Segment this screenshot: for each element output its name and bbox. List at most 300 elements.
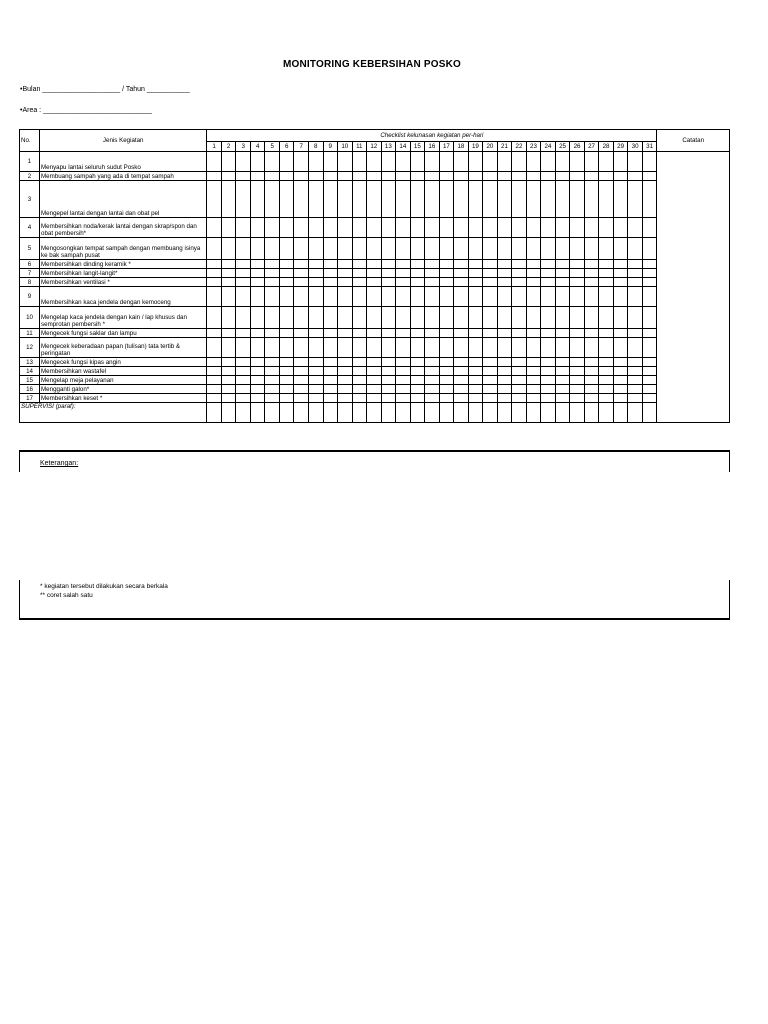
checklist-cell[interactable] xyxy=(381,358,396,367)
checklist-cell[interactable] xyxy=(613,307,628,329)
checklist-cell[interactable] xyxy=(483,278,498,287)
checklist-cell[interactable] xyxy=(207,329,222,338)
checklist-cell[interactable] xyxy=(410,260,425,269)
checklist-cell[interactable] xyxy=(207,338,222,358)
checklist-cell[interactable] xyxy=(599,358,614,367)
checklist-cell[interactable] xyxy=(381,329,396,338)
checklist-cell[interactable] xyxy=(425,358,440,367)
checklist-cell[interactable] xyxy=(323,385,338,394)
checklist-cell[interactable] xyxy=(584,269,599,278)
checklist-cell[interactable] xyxy=(570,269,585,278)
checklist-cell[interactable] xyxy=(497,367,512,376)
checklist-cell[interactable] xyxy=(468,238,483,260)
checklist-cell[interactable] xyxy=(279,329,294,338)
checklist-cell[interactable] xyxy=(236,394,251,403)
paraf-cell[interactable] xyxy=(439,403,454,423)
checklist-cell[interactable] xyxy=(425,329,440,338)
checklist-cell[interactable] xyxy=(367,287,382,307)
checklist-cell[interactable] xyxy=(642,278,657,287)
checklist-cell[interactable] xyxy=(425,181,440,218)
checklist-cell[interactable] xyxy=(439,394,454,403)
paraf-cell[interactable] xyxy=(599,403,614,423)
checklist-cell[interactable] xyxy=(294,260,309,269)
checklist-cell[interactable] xyxy=(497,307,512,329)
checklist-cell[interactable] xyxy=(454,367,469,376)
checklist-cell[interactable] xyxy=(555,152,570,172)
checklist-cell[interactable] xyxy=(468,376,483,385)
checklist-cell[interactable] xyxy=(555,367,570,376)
checklist-cell[interactable] xyxy=(642,287,657,307)
checklist-cell[interactable] xyxy=(236,269,251,278)
checklist-cell[interactable] xyxy=(410,181,425,218)
checklist-cell[interactable] xyxy=(584,278,599,287)
checklist-cell[interactable] xyxy=(468,278,483,287)
checklist-cell[interactable] xyxy=(497,260,512,269)
checklist-cell[interactable] xyxy=(236,367,251,376)
checklist-cell[interactable] xyxy=(526,307,541,329)
checklist-cell[interactable] xyxy=(570,181,585,218)
checklist-cell[interactable] xyxy=(497,287,512,307)
checklist-cell[interactable] xyxy=(483,172,498,181)
checklist-cell[interactable] xyxy=(526,385,541,394)
checklist-cell[interactable] xyxy=(265,152,280,172)
checklist-cell[interactable] xyxy=(396,152,411,172)
checklist-cell[interactable] xyxy=(265,287,280,307)
checklist-cell[interactable] xyxy=(308,376,323,385)
checklist-cell[interactable] xyxy=(555,329,570,338)
checklist-cell[interactable] xyxy=(250,394,265,403)
checklist-cell[interactable] xyxy=(613,181,628,218)
checklist-cell[interactable] xyxy=(613,329,628,338)
checklist-cell[interactable] xyxy=(279,152,294,172)
checklist-cell[interactable] xyxy=(642,385,657,394)
checklist-cell[interactable] xyxy=(381,278,396,287)
checklist-cell[interactable] xyxy=(265,260,280,269)
checklist-cell[interactable] xyxy=(483,269,498,278)
paraf-cell[interactable] xyxy=(584,403,599,423)
checklist-cell[interactable] xyxy=(338,172,353,181)
checklist-cell[interactable] xyxy=(338,238,353,260)
checklist-cell[interactable] xyxy=(338,269,353,278)
checklist-cell[interactable] xyxy=(352,367,367,376)
checklist-cell[interactable] xyxy=(483,367,498,376)
checklist-cell[interactable] xyxy=(526,367,541,376)
checklist-cell[interactable] xyxy=(512,329,527,338)
checklist-cell[interactable] xyxy=(308,152,323,172)
checklist-cell[interactable] xyxy=(613,376,628,385)
checklist-cell[interactable] xyxy=(207,238,222,260)
checklist-cell[interactable] xyxy=(265,269,280,278)
checklist-cell[interactable] xyxy=(512,338,527,358)
checklist-cell[interactable] xyxy=(454,287,469,307)
checklist-cell[interactable] xyxy=(236,385,251,394)
checklist-cell[interactable] xyxy=(483,394,498,403)
checklist-cell[interactable] xyxy=(323,376,338,385)
checklist-cell[interactable] xyxy=(425,338,440,358)
checklist-cell[interactable] xyxy=(526,238,541,260)
checklist-cell[interactable] xyxy=(526,287,541,307)
checklist-cell[interactable] xyxy=(279,287,294,307)
checklist-cell[interactable] xyxy=(454,358,469,367)
checklist-cell[interactable] xyxy=(541,358,556,367)
checklist-cell[interactable] xyxy=(468,181,483,218)
checklist-cell[interactable] xyxy=(599,338,614,358)
checklist-cell[interactable] xyxy=(367,152,382,172)
checklist-cell[interactable] xyxy=(497,269,512,278)
checklist-cell[interactable] xyxy=(294,358,309,367)
checklist-cell[interactable] xyxy=(308,358,323,367)
paraf-cell[interactable] xyxy=(570,403,585,423)
checklist-cell[interactable] xyxy=(584,376,599,385)
checklist-cell[interactable] xyxy=(294,376,309,385)
checklist-cell[interactable] xyxy=(396,307,411,329)
checklist-cell[interactable] xyxy=(367,181,382,218)
checklist-cell[interactable] xyxy=(642,181,657,218)
checklist-cell[interactable] xyxy=(207,358,222,367)
checklist-cell[interactable] xyxy=(236,260,251,269)
checklist-cell[interactable] xyxy=(352,278,367,287)
checklist-cell[interactable] xyxy=(367,376,382,385)
checklist-cell[interactable] xyxy=(570,260,585,269)
checklist-cell[interactable] xyxy=(338,287,353,307)
checklist-cell[interactable] xyxy=(279,172,294,181)
checklist-cell[interactable] xyxy=(207,172,222,181)
checklist-cell[interactable] xyxy=(483,338,498,358)
checklist-cell[interactable] xyxy=(512,181,527,218)
checklist-cell[interactable] xyxy=(367,329,382,338)
checklist-cell[interactable] xyxy=(642,394,657,403)
checklist-cell[interactable] xyxy=(628,218,643,238)
checklist-cell[interactable] xyxy=(367,260,382,269)
checklist-cell[interactable] xyxy=(468,358,483,367)
checklist-cell[interactable] xyxy=(439,287,454,307)
paraf-cell[interactable] xyxy=(294,403,309,423)
checklist-cell[interactable] xyxy=(454,218,469,238)
paraf-cell[interactable] xyxy=(541,403,556,423)
checklist-cell[interactable] xyxy=(410,152,425,172)
checklist-cell[interactable] xyxy=(570,307,585,329)
checklist-cell[interactable] xyxy=(279,218,294,238)
checklist-cell[interactable] xyxy=(555,269,570,278)
checklist-cell[interactable] xyxy=(628,385,643,394)
checklist-cell[interactable] xyxy=(308,287,323,307)
checklist-cell[interactable] xyxy=(628,329,643,338)
checklist-cell[interactable] xyxy=(381,338,396,358)
checklist-cell[interactable] xyxy=(570,394,585,403)
checklist-cell[interactable] xyxy=(367,307,382,329)
checklist-cell[interactable] xyxy=(584,152,599,172)
checklist-cell[interactable] xyxy=(613,152,628,172)
checklist-cell[interactable] xyxy=(642,367,657,376)
checklist-cell[interactable] xyxy=(570,172,585,181)
checklist-cell[interactable] xyxy=(642,358,657,367)
checklist-cell[interactable] xyxy=(570,218,585,238)
checklist-cell[interactable] xyxy=(352,152,367,172)
checklist-cell[interactable] xyxy=(555,287,570,307)
checklist-cell[interactable] xyxy=(570,367,585,376)
checklist-cell[interactable] xyxy=(541,376,556,385)
checklist-cell[interactable] xyxy=(221,338,236,358)
checklist-cell[interactable] xyxy=(265,238,280,260)
checklist-cell[interactable] xyxy=(221,358,236,367)
checklist-cell[interactable] xyxy=(294,269,309,278)
checklist-cell[interactable] xyxy=(541,329,556,338)
checklist-cell[interactable] xyxy=(454,152,469,172)
checklist-cell[interactable] xyxy=(483,181,498,218)
checklist-cell[interactable] xyxy=(294,367,309,376)
checklist-cell[interactable] xyxy=(410,394,425,403)
checklist-cell[interactable] xyxy=(613,269,628,278)
checklist-cell[interactable] xyxy=(410,376,425,385)
checklist-cell[interactable] xyxy=(396,260,411,269)
checklist-cell[interactable] xyxy=(308,238,323,260)
checklist-cell[interactable] xyxy=(584,358,599,367)
paraf-cell[interactable] xyxy=(410,403,425,423)
checklist-cell[interactable] xyxy=(613,260,628,269)
checklist-cell[interactable] xyxy=(323,181,338,218)
checklist-cell[interactable] xyxy=(425,260,440,269)
checklist-cell[interactable] xyxy=(410,367,425,376)
checklist-cell[interactable] xyxy=(512,376,527,385)
checklist-cell[interactable] xyxy=(628,394,643,403)
checklist-cell[interactable] xyxy=(555,238,570,260)
checklist-cell[interactable] xyxy=(512,287,527,307)
checklist-cell[interactable] xyxy=(570,329,585,338)
checklist-cell[interactable] xyxy=(207,394,222,403)
checklist-cell[interactable] xyxy=(628,238,643,260)
checklist-cell[interactable] xyxy=(497,181,512,218)
checklist-cell[interactable] xyxy=(512,152,527,172)
checklist-cell[interactable] xyxy=(207,218,222,238)
checklist-cell[interactable] xyxy=(497,172,512,181)
checklist-cell[interactable] xyxy=(381,260,396,269)
checklist-cell[interactable] xyxy=(338,329,353,338)
checklist-cell[interactable] xyxy=(512,260,527,269)
checklist-cell[interactable] xyxy=(584,260,599,269)
checklist-cell[interactable] xyxy=(265,385,280,394)
checklist-cell[interactable] xyxy=(584,307,599,329)
checklist-cell[interactable] xyxy=(439,278,454,287)
checklist-cell[interactable] xyxy=(439,181,454,218)
checklist-cell[interactable] xyxy=(308,260,323,269)
checklist-cell[interactable] xyxy=(555,172,570,181)
checklist-cell[interactable] xyxy=(555,307,570,329)
checklist-cell[interactable] xyxy=(497,238,512,260)
checklist-cell[interactable] xyxy=(439,152,454,172)
checklist-cell[interactable] xyxy=(454,269,469,278)
checklist-cell[interactable] xyxy=(555,385,570,394)
checklist-cell[interactable] xyxy=(265,181,280,218)
checklist-cell[interactable] xyxy=(613,287,628,307)
checklist-cell[interactable] xyxy=(294,238,309,260)
paraf-cell[interactable] xyxy=(279,403,294,423)
checklist-cell[interactable] xyxy=(265,338,280,358)
checklist-cell[interactable] xyxy=(265,278,280,287)
checklist-cell[interactable] xyxy=(250,238,265,260)
checklist-cell[interactable] xyxy=(454,260,469,269)
checklist-cell[interactable] xyxy=(236,329,251,338)
checklist-cell[interactable] xyxy=(570,358,585,367)
checklist-cell[interactable] xyxy=(250,385,265,394)
checklist-cell[interactable] xyxy=(279,338,294,358)
paraf-cell[interactable] xyxy=(207,403,222,423)
checklist-cell[interactable] xyxy=(425,218,440,238)
checklist-cell[interactable] xyxy=(541,269,556,278)
checklist-cell[interactable] xyxy=(628,181,643,218)
checklist-cell[interactable] xyxy=(555,358,570,367)
checklist-cell[interactable] xyxy=(265,376,280,385)
paraf-cell[interactable] xyxy=(497,403,512,423)
checklist-cell[interactable] xyxy=(221,238,236,260)
checklist-cell[interactable] xyxy=(599,181,614,218)
checklist-cell[interactable] xyxy=(599,238,614,260)
checklist-cell[interactable] xyxy=(526,269,541,278)
checklist-cell[interactable] xyxy=(439,338,454,358)
checklist-cell[interactable] xyxy=(381,238,396,260)
checklist-cell[interactable] xyxy=(367,238,382,260)
checklist-cell[interactable] xyxy=(599,376,614,385)
checklist-cell[interactable] xyxy=(425,385,440,394)
checklist-cell[interactable] xyxy=(584,394,599,403)
checklist-cell[interactable] xyxy=(352,394,367,403)
checklist-cell[interactable] xyxy=(584,385,599,394)
checklist-cell[interactable] xyxy=(250,218,265,238)
checklist-cell[interactable] xyxy=(265,394,280,403)
checklist-cell[interactable] xyxy=(599,278,614,287)
checklist-cell[interactable] xyxy=(308,307,323,329)
checklist-cell[interactable] xyxy=(628,358,643,367)
checklist-cell[interactable] xyxy=(221,181,236,218)
paraf-cell[interactable] xyxy=(236,403,251,423)
checklist-cell[interactable] xyxy=(512,367,527,376)
checklist-cell[interactable] xyxy=(207,287,222,307)
checklist-cell[interactable] xyxy=(599,367,614,376)
checklist-cell[interactable] xyxy=(265,329,280,338)
checklist-cell[interactable] xyxy=(439,218,454,238)
checklist-cell[interactable] xyxy=(221,152,236,172)
checklist-cell[interactable] xyxy=(338,358,353,367)
checklist-cell[interactable] xyxy=(468,338,483,358)
checklist-cell[interactable] xyxy=(613,385,628,394)
checklist-cell[interactable] xyxy=(250,358,265,367)
checklist-cell[interactable] xyxy=(454,278,469,287)
checklist-cell[interactable] xyxy=(613,172,628,181)
checklist-cell[interactable] xyxy=(396,385,411,394)
checklist-cell[interactable] xyxy=(294,307,309,329)
checklist-cell[interactable] xyxy=(613,238,628,260)
checklist-cell[interactable] xyxy=(555,394,570,403)
paraf-cell[interactable] xyxy=(454,403,469,423)
checklist-cell[interactable] xyxy=(236,218,251,238)
checklist-cell[interactable] xyxy=(439,269,454,278)
checklist-cell[interactable] xyxy=(410,307,425,329)
checklist-cell[interactable] xyxy=(323,358,338,367)
checklist-cell[interactable] xyxy=(599,307,614,329)
checklist-cell[interactable] xyxy=(396,358,411,367)
checklist-cell[interactable] xyxy=(584,338,599,358)
checklist-cell[interactable] xyxy=(381,287,396,307)
checklist-cell[interactable] xyxy=(338,307,353,329)
checklist-cell[interactable] xyxy=(381,376,396,385)
checklist-cell[interactable] xyxy=(628,287,643,307)
checklist-cell[interactable] xyxy=(512,269,527,278)
checklist-cell[interactable] xyxy=(439,376,454,385)
checklist-cell[interactable] xyxy=(642,238,657,260)
checklist-cell[interactable] xyxy=(439,358,454,367)
checklist-cell[interactable] xyxy=(526,172,541,181)
checklist-cell[interactable] xyxy=(250,181,265,218)
paraf-cell[interactable] xyxy=(512,403,527,423)
checklist-cell[interactable] xyxy=(599,260,614,269)
paraf-cell[interactable] xyxy=(250,403,265,423)
checklist-cell[interactable] xyxy=(541,338,556,358)
checklist-cell[interactable] xyxy=(584,329,599,338)
checklist-cell[interactable] xyxy=(483,260,498,269)
checklist-cell[interactable] xyxy=(207,181,222,218)
checklist-cell[interactable] xyxy=(570,338,585,358)
checklist-cell[interactable] xyxy=(570,152,585,172)
checklist-cell[interactable] xyxy=(497,218,512,238)
checklist-cell[interactable] xyxy=(294,218,309,238)
checklist-cell[interactable] xyxy=(396,269,411,278)
checklist-cell[interactable] xyxy=(352,260,367,269)
checklist-cell[interactable] xyxy=(468,287,483,307)
checklist-cell[interactable] xyxy=(367,218,382,238)
checklist-cell[interactable] xyxy=(483,376,498,385)
checklist-cell[interactable] xyxy=(221,278,236,287)
checklist-cell[interactable] xyxy=(454,376,469,385)
checklist-cell[interactable] xyxy=(221,260,236,269)
checklist-cell[interactable] xyxy=(367,269,382,278)
checklist-cell[interactable] xyxy=(599,269,614,278)
checklist-cell[interactable] xyxy=(584,367,599,376)
checklist-cell[interactable] xyxy=(468,152,483,172)
checklist-cell[interactable] xyxy=(352,307,367,329)
checklist-cell[interactable] xyxy=(541,260,556,269)
checklist-cell[interactable] xyxy=(599,385,614,394)
checklist-cell[interactable] xyxy=(236,278,251,287)
checklist-cell[interactable] xyxy=(207,385,222,394)
checklist-cell[interactable] xyxy=(265,358,280,367)
checklist-cell[interactable] xyxy=(308,278,323,287)
checklist-cell[interactable] xyxy=(250,329,265,338)
checklist-cell[interactable] xyxy=(323,287,338,307)
checklist-cell[interactable] xyxy=(628,376,643,385)
checklist-cell[interactable] xyxy=(323,172,338,181)
checklist-cell[interactable] xyxy=(396,367,411,376)
checklist-cell[interactable] xyxy=(483,218,498,238)
paraf-cell[interactable] xyxy=(642,403,657,423)
checklist-cell[interactable] xyxy=(352,385,367,394)
checklist-cell[interactable] xyxy=(454,238,469,260)
checklist-cell[interactable] xyxy=(541,172,556,181)
checklist-cell[interactable] xyxy=(323,218,338,238)
checklist-cell[interactable] xyxy=(396,338,411,358)
checklist-cell[interactable] xyxy=(642,338,657,358)
checklist-cell[interactable] xyxy=(338,278,353,287)
checklist-cell[interactable] xyxy=(396,329,411,338)
checklist-cell[interactable] xyxy=(526,338,541,358)
checklist-cell[interactable] xyxy=(207,307,222,329)
checklist-cell[interactable] xyxy=(338,376,353,385)
checklist-cell[interactable] xyxy=(250,338,265,358)
checklist-cell[interactable] xyxy=(628,367,643,376)
checklist-cell[interactable] xyxy=(584,172,599,181)
checklist-cell[interactable] xyxy=(308,394,323,403)
checklist-cell[interactable] xyxy=(352,287,367,307)
checklist-cell[interactable] xyxy=(570,278,585,287)
checklist-cell[interactable] xyxy=(454,338,469,358)
